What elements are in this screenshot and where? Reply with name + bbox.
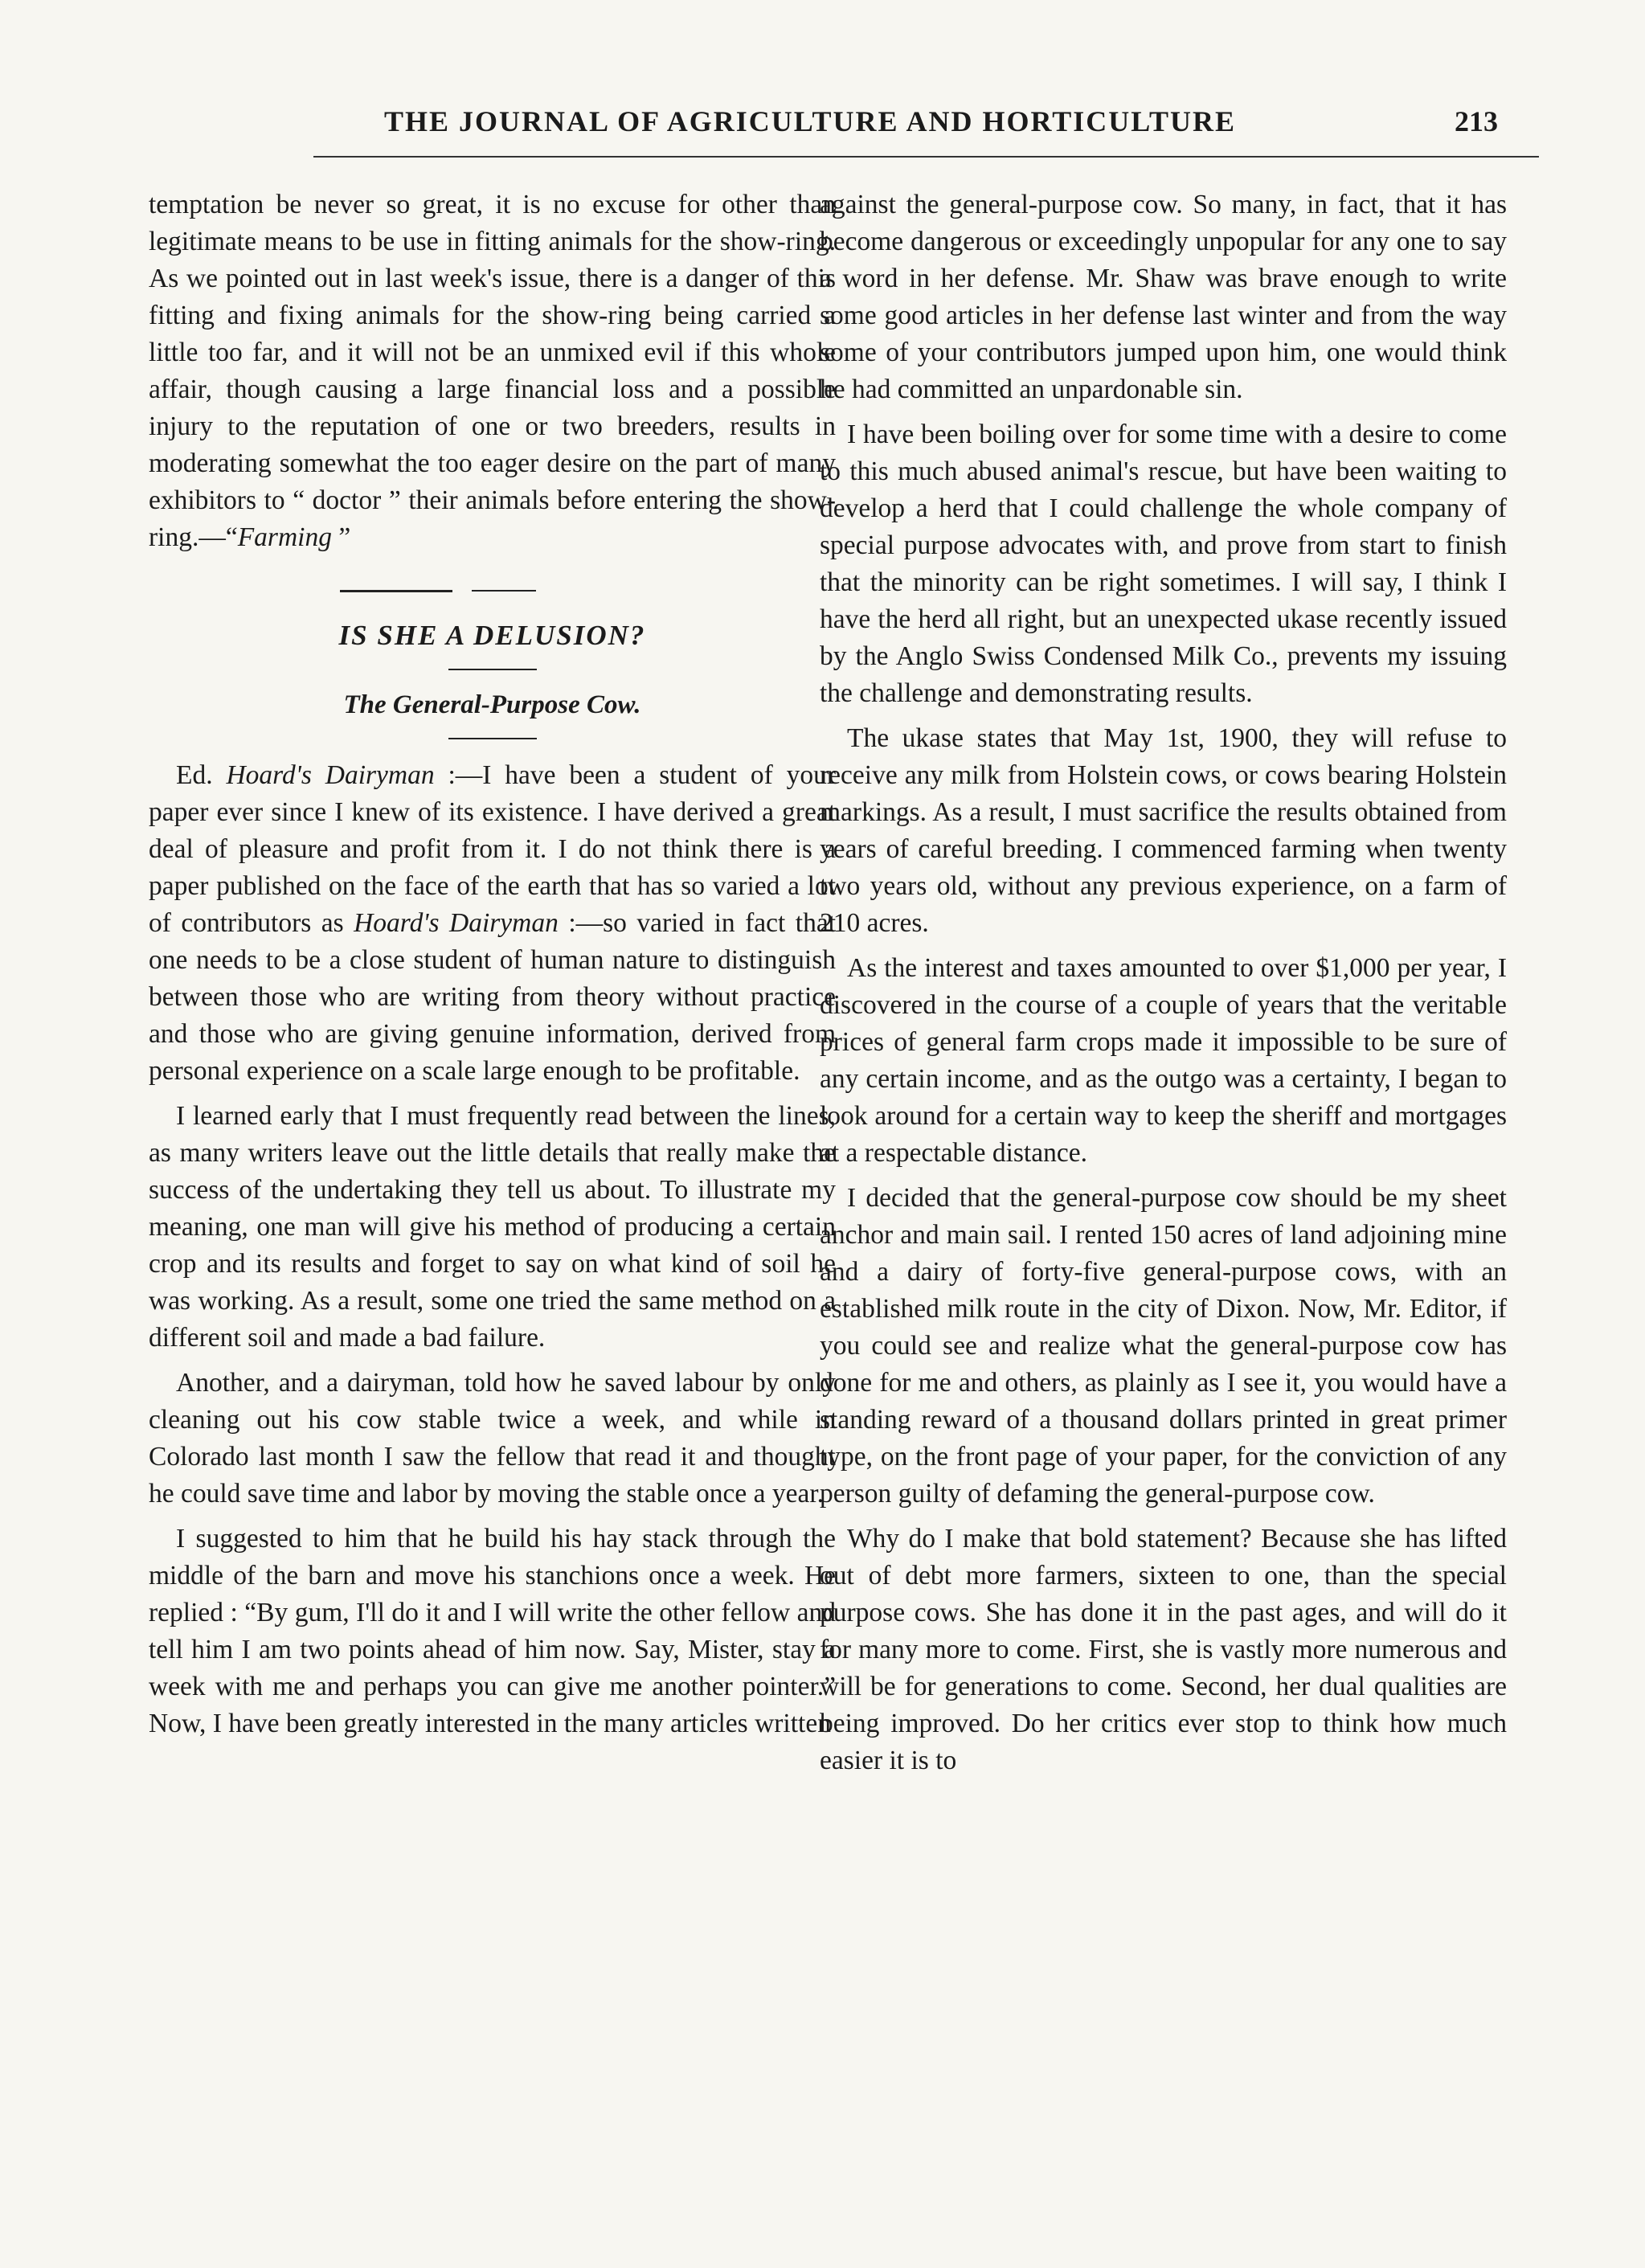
section-divider: [149, 580, 836, 601]
paragraph-boiling-over: I have been boiling over for some time with a desire to come to this much abused animal's rescue, but have been waiting to develop a herd that I could challenge the whole company of special purpose advocates with, and prove from start to finish that the minority can be right sometimes. I will say, I think I have the herd all right, but an unexpected ukase recently issued by the Anglo Swiss Condensed Milk Co., prevents my issuing the challenge and demonstrating results.: [820, 420, 1507, 708]
page-number: 213: [1455, 105, 1498, 137]
right-column: [820, 186, 1507, 1787]
paragraph-against-cow: against the general-purpose cow. So many, in fact, that it has become dangerous or exceedingly unpopular for any one to say a word in her defense. Mr. Shaw was brave enough to write some good articles in her defense last winter and from the way some of your contributors jumped upon him, one would think he had committed an unpardonable sin.: [820, 190, 1507, 404]
closing-quote: ”: [331, 522, 351, 552]
paragraph-between-lines: I learned early that I must frequently read between the lines, as many writers leave out the little details that really make the success of the undertaking they tell us about. To illustrate my meaning, one man will give his method of producing a certain crop and its results and forget to say on what kind of soil he was working. As a result, some one tried the same method on a different soil and made a bad failure.: [149, 1101, 836, 1353]
left-column: [149, 186, 836, 1750]
publication-name: Hoard's Dairyman: [354, 908, 559, 938]
paragraph-ed-letter: [149, 757, 836, 1090]
source-citation: Farming: [237, 522, 332, 552]
subheading-rule: [448, 738, 537, 739]
page-header: [0, 104, 1645, 145]
paragraph-sheet-anchor: I decided that the general-purpose cow should be my sheet anchor and main sail. I rented 150 acres of land adjoining mine and a dairy of forty-five general-purpose cows, with an established milk route in the city of Dixon. Now, Mr. Editor, if you could see and realize what the general-purpose cow has done for me and others, as plainly as I see it, you would have a standing reward of a thousand dollars printed in great primer type, on the front page of your paper, for the conviction of any person guilty of defaming the general-purpose cow.: [820, 1183, 1507, 1509]
heading-rule: [448, 669, 537, 670]
paragraph-bold-statement: Why do I make that bold statement? Because she has lifted out of debt more farmers, sixteen to one, than the special purpose cows. She has done it in the past ages, and will do it for many more to come. First, she is vastly more numerous and will be for generations to come. Second, her dual qualities are being improved. Do her critics ever stop to think how much easier it is to: [820, 1524, 1507, 1775]
article-subheading: The General-Purpose Cow.: [343, 690, 641, 719]
publication-name: Hoard's Dairyman: [226, 760, 435, 790]
editor-salutation: Ed.: [176, 760, 227, 790]
header-rule: [313, 156, 1539, 158]
paragraph-text: :—I have been a student of your paper ever since I knew of its existence. I have derived a great deal of pleasure and profit from it. I do not think there is a paper published on the face of the earth that has so varied a lot of contributors as: [149, 760, 837, 938]
paragraph-text: :—so varied in fact that one needs to be a close student of human nature to distinguish between those who are writing from theory without practice and those who are giving genuine information, derived from personal experience on a scale large enough to be profitable.: [149, 908, 836, 1086]
article-heading: IS SHE A DELUSION?: [338, 620, 646, 651]
paragraph-hay-stack: I suggested to him that he build his hay stack through the middle of the barn and move his stanchions once a week. He replied : “By gum, I'll do it and I will write the other fellow and tell him I am two points ahead of him now. Say, Mister, stay a week with me and perhaps you can give me another pointer.” Now, I have been greatly interested in the many articles written: [149, 1524, 836, 1738]
paragraph-text: temptation be never so great, it is no excuse for other than legitimate means to be use in fitting animals for the show-ring. As we pointed out in last week's issue, there is a danger of this fitting and fixing animals for the show-ring being carried a little too far, and it will not be an unmixed evil if this whole affair, though causing a large financial loss and a possible injury to the reputation of one or two breeders, results in moderating somewhat the too eager desire on the part of many exhibitors to “ doctor ” their animals before entering the show-ring.—“: [149, 190, 836, 552]
journal-title: THE JOURNAL OF AGRICULTURE AND HORTICULTURE: [384, 105, 1236, 137]
paragraph-ukase: The ukase states that May 1st, 1900, they will refuse to receive any milk from Holstein cows, or cows bearing Holstein markings. As a result, I must sacrifice the results obtained from years of careful breeding. I commenced farming when twenty two years old, without any previous experience, on a farm of 210 acres.: [820, 723, 1507, 938]
paragraph-cow-stable: Another, and a dairyman, told how he saved labour by only cleaning out his cow stable twice a week, and while in Colorado last month I saw the fellow that read it and thought he could save time and labor by moving the stable once a year.: [149, 1368, 836, 1509]
paragraph-farming-excerpt: [149, 186, 836, 556]
paragraph-interest-taxes: As the interest and taxes amounted to over $1,000 per year, I discovered in the course of a couple of years that the veritable prices of general farm crops made it impossible to be sure of any certain income, and as the outgo was a certainty, I began to look around for a certain way to keep the sheriff and mortgages at a respectable distance.: [820, 953, 1507, 1168]
